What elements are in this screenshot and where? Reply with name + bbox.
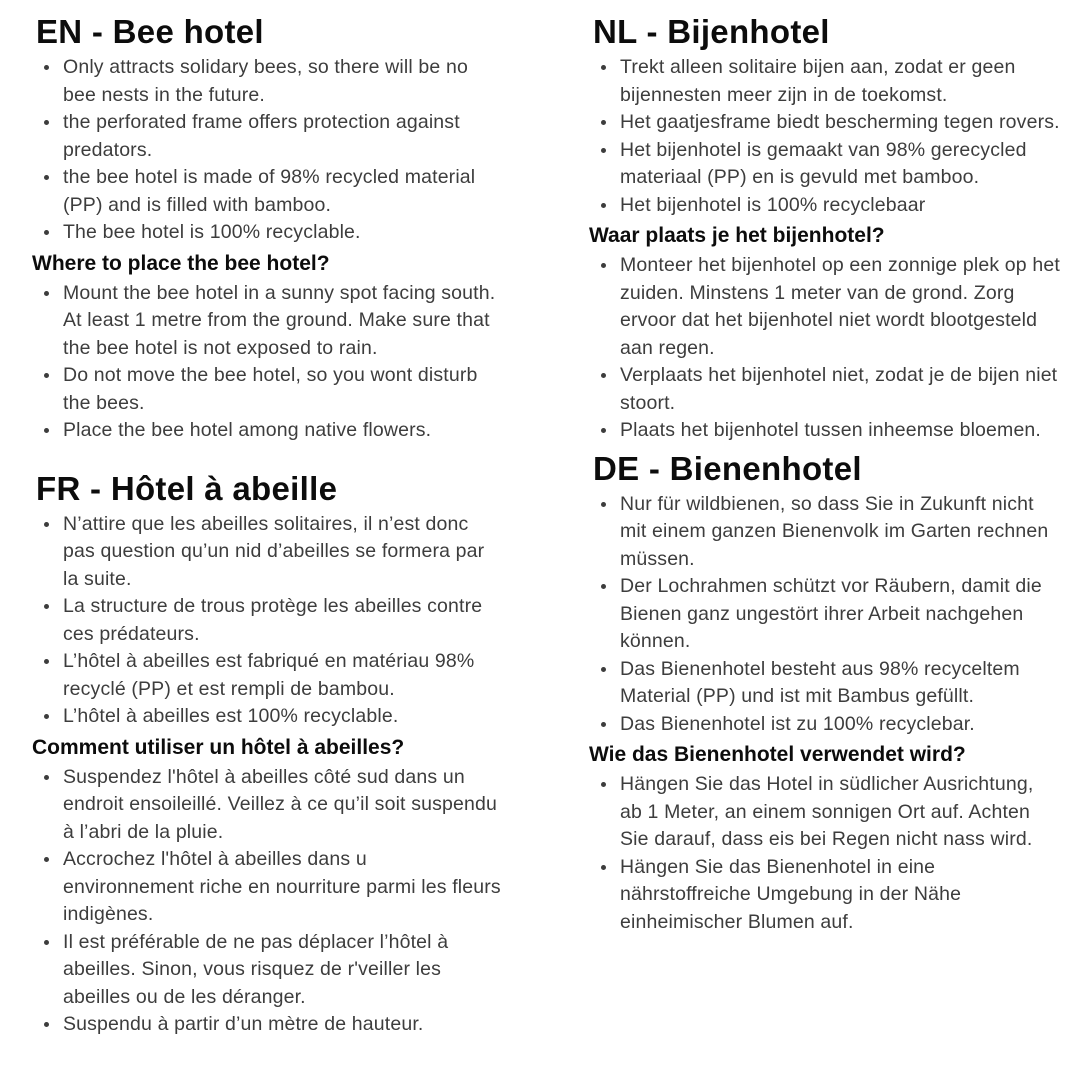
section-subheading-nl: Waar plaats je het bijenhotel? bbox=[589, 224, 885, 247]
list-item: • Verplaats het bijenhotel niet, zodat je de bijen niet stoort. bbox=[618, 362, 1060, 417]
list-item: • Der Lochrahmen schützt vor Räubern, damit die Bienen ganz ungestört ihrer Arbeit nachgehen können. bbox=[618, 573, 1060, 656]
section-subheading-fr: Comment utiliser un hôtel à abeilles? bbox=[32, 735, 405, 759]
list-item: • L’hôtel à abeilles est 100% recyclable. bbox=[61, 703, 503, 731]
section-title-nl: NL - Bijenhotel bbox=[593, 13, 830, 50]
list-item: • Monteer het bijenhotel op een zonnige plek op het zuiden. Minstens 1 meter van de grond. Zorg ervoor dat het bijenhotel niet wordt blootgesteld aan regen. bbox=[618, 252, 1060, 362]
section-de bbox=[587, 449, 1060, 937]
list-item: • L’hôtel à abeilles est fabriqué en matériau 98% recyclé (PP) et est rempli de bambou. bbox=[61, 648, 503, 703]
left-column bbox=[30, 12, 503, 1039]
list-item: • Nur für wildbienen, so dass Sie in Zukunft nicht mit einem ganzen Bienenvolk im Garten rechnen müssen. bbox=[618, 491, 1060, 574]
instruction-list-nl bbox=[587, 252, 1060, 445]
list-item: • Trekt alleen solitaire bijen aan, zodat er geen bijennesten meer zijn in de toekomst. bbox=[618, 54, 1060, 109]
section-en bbox=[30, 12, 503, 445]
list-item: • Het bijenhotel is 100% recyclebaar bbox=[618, 192, 1060, 220]
list-item: • Do not move the bee hotel, so you wont disturb the bees. bbox=[61, 362, 503, 417]
feature-list-fr bbox=[30, 511, 503, 731]
list-item: • Plaats het bijenhotel tussen inheemse bloemen. bbox=[618, 417, 1060, 445]
section-title-en: EN - Bee hotel bbox=[36, 13, 264, 50]
instruction-list-fr bbox=[30, 764, 503, 1039]
list-item: • the perforated frame offers protection against predators. bbox=[61, 109, 503, 164]
section-title-fr: FR - Hôtel à abeille bbox=[36, 469, 338, 507]
feature-list-de bbox=[587, 491, 1060, 739]
list-item: • Het bijenhotel is gemaakt van 98% gerecycled materiaal (PP) en is gevuld met bamboo. bbox=[618, 137, 1060, 192]
instruction-list-de bbox=[587, 771, 1060, 936]
feature-list-nl bbox=[587, 54, 1060, 219]
list-item: • Das Bienenhotel ist zu 100% recyclebar. bbox=[618, 711, 1060, 739]
right-column bbox=[587, 12, 1060, 1039]
list-item: • the bee hotel is made of 98% recycled material (PP) and is filled with bamboo. bbox=[61, 164, 503, 219]
section-fr bbox=[30, 469, 503, 1039]
list-item: • Suspendu à partir d’un mètre de hauteur. bbox=[61, 1011, 503, 1039]
list-item: • Hängen Sie das Hotel in südlicher Ausrichtung, ab 1 Meter, an einem sonnigen Ort auf. Achten Sie darauf, dass eis bei Regen nicht nass wird. bbox=[618, 771, 1060, 854]
list-item: • Hängen Sie das Bienenhotel in eine nährstoffreiche Umgebung in der Nähe einheimischer Blumen auf. bbox=[618, 854, 1060, 937]
list-item: • The bee hotel is 100% recyclable. bbox=[61, 219, 503, 247]
list-item: • Il est préférable de ne pas déplacer l’hôtel à abeilles. Sinon, vous risquez de r'veiller les abeilles ou de les déranger. bbox=[61, 929, 503, 1012]
section-nl bbox=[587, 12, 1060, 445]
section-subheading-de: Wie das Bienenhotel verwendet wird? bbox=[589, 743, 966, 766]
list-item: • Place the bee hotel among native flowers. bbox=[61, 417, 503, 445]
list-item: • N’attire que les abeilles solitaires, il n’est donc pas question qu’un nid d’abeilles se formera par la suite. bbox=[61, 511, 503, 594]
section-subheading-en: Where to place the bee hotel? bbox=[32, 251, 330, 275]
instruction-list-en bbox=[30, 280, 503, 445]
list-item: • Mount the bee hotel in a sunny spot facing south. At least 1 metre from the ground. Make sure that the bee hotel is not exposed to rain. bbox=[61, 280, 503, 363]
list-item: • Das Bienenhotel besteht aus 98% recyceltem Material (PP) und ist mit Bambus gefüllt. bbox=[618, 656, 1060, 711]
list-item: • Het gaatjesframe biedt bescherming tegen rovers. bbox=[618, 109, 1060, 137]
list-item: • Suspendez l'hôtel à abeilles côté sud dans un endroit ensoileillé. Veillez à ce qu’il soit suspendu à l’abri de la pluie. bbox=[61, 764, 503, 847]
list-item: • Only attracts solidary bees, so there will be no bee nests in the future. bbox=[61, 54, 503, 109]
section-title-de: DE - Bienenhotel bbox=[593, 449, 862, 487]
list-item: • La structure de trous protège les abeilles contre ces prédateurs. bbox=[61, 593, 503, 648]
list-item: • Accrochez l'hôtel à abeilles dans u environnement riche en nourriture parmi les fleurs indigènes. bbox=[61, 846, 503, 929]
feature-list-en bbox=[30, 54, 503, 247]
